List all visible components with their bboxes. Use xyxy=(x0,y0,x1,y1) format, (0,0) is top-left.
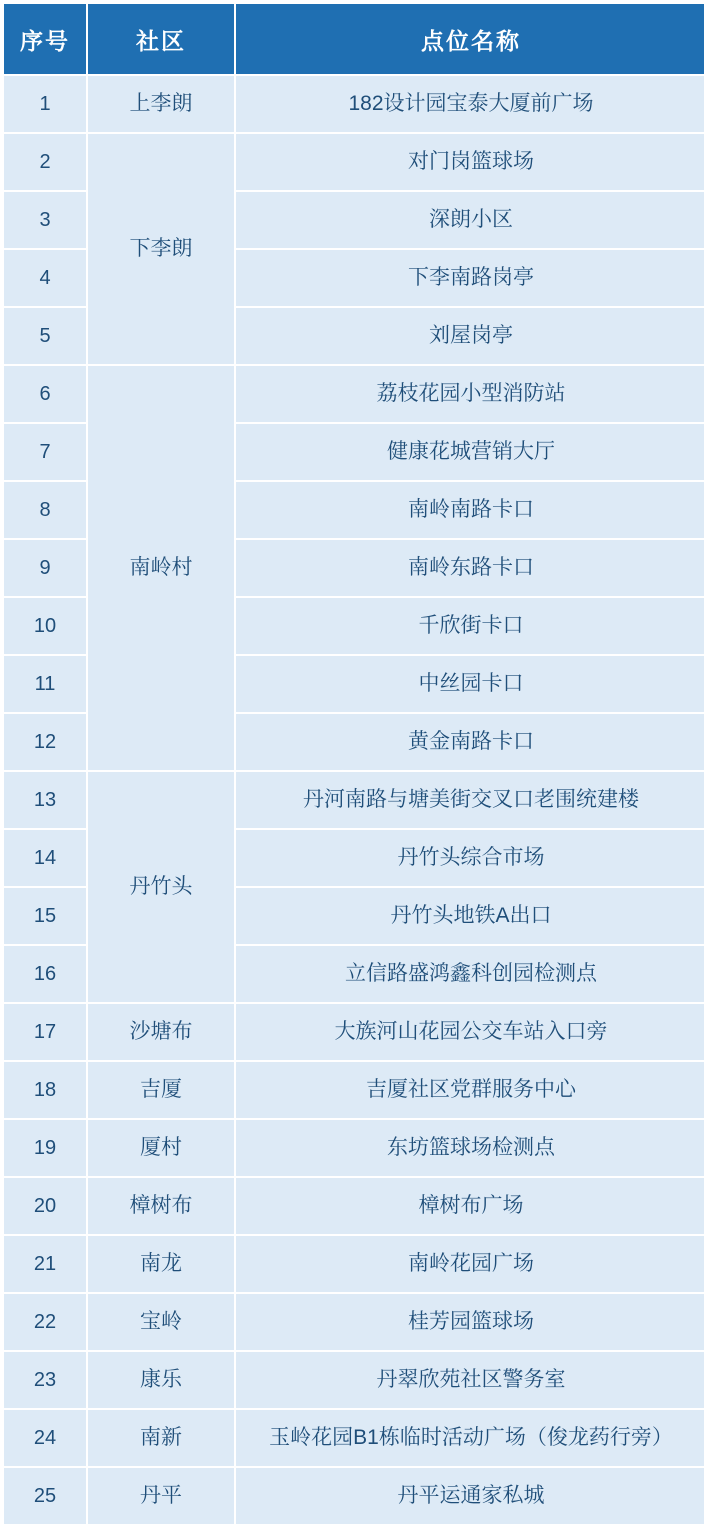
table-row xyxy=(3,771,704,829)
cell-index: 11 xyxy=(3,655,87,713)
cell-location-name: 黄金南路卡口 xyxy=(235,713,704,771)
cell-location-name: 南岭南路卡口 xyxy=(235,481,704,539)
cell-community: 上李朗 xyxy=(87,75,235,133)
cell-location-name: 刘屋岗亭 xyxy=(235,307,704,365)
cell-location-name: 千欣街卡口 xyxy=(235,597,704,655)
cell-location-name: 深朗小区 xyxy=(235,191,704,249)
cell-location-name: 玉岭花园B1栋临时活动广场（俊龙药行旁） xyxy=(235,1409,704,1467)
cell-index: 20 xyxy=(3,1177,87,1235)
table-row xyxy=(3,1235,704,1293)
cell-location-name: 丹竹头地铁A出口 xyxy=(235,887,704,945)
cell-location-name: 吉厦社区党群服务中心 xyxy=(235,1061,704,1119)
cell-location-name: 丹竹头综合市场 xyxy=(235,829,704,887)
table-row xyxy=(3,1293,704,1351)
cell-community: 丹竹头 xyxy=(87,771,235,1003)
cell-community: 丹平 xyxy=(87,1467,235,1525)
cell-location-name: 丹河南路与塘美街交叉口老围统建楼 xyxy=(235,771,704,829)
cell-location-name: 南岭东路卡口 xyxy=(235,539,704,597)
table-row xyxy=(3,75,704,133)
cell-index: 12 xyxy=(3,713,87,771)
cell-index: 13 xyxy=(3,771,87,829)
cell-index: 21 xyxy=(3,1235,87,1293)
cell-community: 沙塘布 xyxy=(87,1003,235,1061)
cell-index: 23 xyxy=(3,1351,87,1409)
cell-index: 4 xyxy=(3,249,87,307)
cell-index: 16 xyxy=(3,945,87,1003)
cell-index: 19 xyxy=(3,1119,87,1177)
cell-location-name: 丹翠欣苑社区警务室 xyxy=(235,1351,704,1409)
table-row xyxy=(3,1061,704,1119)
cell-location-name: 182设计园宝泰大厦前广场 xyxy=(235,75,704,133)
cell-location-name: 大族河山花园公交车站入口旁 xyxy=(235,1003,704,1061)
cell-community: 樟树布 xyxy=(87,1177,235,1235)
cell-location-name: 东坊篮球场检测点 xyxy=(235,1119,704,1177)
cell-location-name: 对门岗篮球场 xyxy=(235,133,704,191)
cell-community: 吉厦 xyxy=(87,1061,235,1119)
table-row xyxy=(3,1409,704,1467)
cell-community: 南新 xyxy=(87,1409,235,1467)
cell-index: 17 xyxy=(3,1003,87,1061)
cell-index: 9 xyxy=(3,539,87,597)
table-row xyxy=(3,1177,704,1235)
cell-location-name: 丹平运通家私城 xyxy=(235,1467,704,1525)
cell-index: 22 xyxy=(3,1293,87,1351)
cell-index: 18 xyxy=(3,1061,87,1119)
cell-location-name: 南岭花园广场 xyxy=(235,1235,704,1293)
cell-location-name: 下李南路岗亭 xyxy=(235,249,704,307)
cell-community: 南龙 xyxy=(87,1235,235,1293)
cell-community: 南岭村 xyxy=(87,365,235,771)
cell-index: 25 xyxy=(3,1467,87,1525)
table-body xyxy=(3,75,704,1525)
table-header-row xyxy=(3,3,704,75)
cell-index: 5 xyxy=(3,307,87,365)
cell-location-name: 中丝园卡口 xyxy=(235,655,704,713)
cell-community: 宝岭 xyxy=(87,1293,235,1351)
cell-index: 3 xyxy=(3,191,87,249)
cell-index: 14 xyxy=(3,829,87,887)
cell-index: 2 xyxy=(3,133,87,191)
cell-index: 10 xyxy=(3,597,87,655)
cell-index: 1 xyxy=(3,75,87,133)
table-row xyxy=(3,133,704,191)
cell-location-name: 立信路盛鸿鑫科创园检测点 xyxy=(235,945,704,1003)
table-row xyxy=(3,365,704,423)
column-header-location-name: 点位名称 xyxy=(235,3,704,75)
cell-index: 6 xyxy=(3,365,87,423)
cell-index: 24 xyxy=(3,1409,87,1467)
cell-community: 下李朗 xyxy=(87,133,235,365)
cell-index: 7 xyxy=(3,423,87,481)
column-header-community: 社区 xyxy=(87,3,235,75)
table-row xyxy=(3,1003,704,1061)
cell-location-name: 健康花城营销大厅 xyxy=(235,423,704,481)
location-table xyxy=(2,2,704,1526)
cell-community: 康乐 xyxy=(87,1351,235,1409)
table-row xyxy=(3,1467,704,1525)
column-header-index: 序号 xyxy=(3,3,87,75)
cell-location-name: 荔枝花园小型消防站 xyxy=(235,365,704,423)
table-row xyxy=(3,1119,704,1177)
cell-community: 厦村 xyxy=(87,1119,235,1177)
table-header xyxy=(3,3,704,75)
cell-index: 8 xyxy=(3,481,87,539)
cell-location-name: 桂芳园篮球场 xyxy=(235,1293,704,1351)
cell-index: 15 xyxy=(3,887,87,945)
cell-location-name: 樟树布广场 xyxy=(235,1177,704,1235)
table-row xyxy=(3,1351,704,1409)
